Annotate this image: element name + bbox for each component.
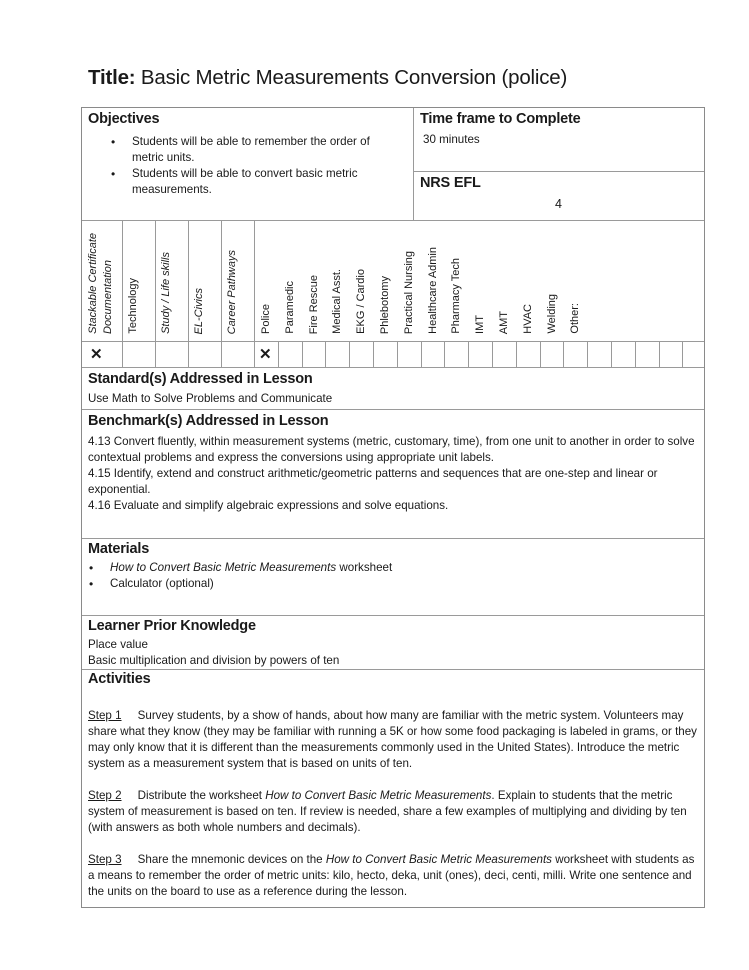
step-text: Distribute the worksheet xyxy=(137,789,266,802)
career-checkbox[interactable] xyxy=(278,342,302,367)
career-checkbox[interactable] xyxy=(302,342,326,367)
career-checkbox[interactable] xyxy=(254,342,278,367)
career-label: AMT xyxy=(498,310,510,334)
row-divider xyxy=(82,669,704,670)
objectives-list xyxy=(88,134,383,198)
row-divider xyxy=(82,409,704,410)
career-checkbox[interactable] xyxy=(325,342,349,367)
activities-steps xyxy=(88,708,698,916)
benchmarks-heading: Benchmark(s) Addressed in Lesson xyxy=(88,413,329,429)
step-label: Step 2 xyxy=(88,789,122,802)
career-label: Phlebotomy xyxy=(379,275,391,334)
benchmark-item: 4.16 Evaluate and simplify algebraic expressions and solve equations. xyxy=(88,499,449,512)
career-checkbox[interactable] xyxy=(468,342,492,367)
activity-step xyxy=(88,788,698,836)
category-label: Study / Life skills xyxy=(160,252,172,334)
step-text: How to Convert Basic Metric Measurements xyxy=(325,853,552,866)
category-check-row xyxy=(82,342,704,367)
step-text: How to Convert Basic Metric Measurements xyxy=(265,789,492,802)
career-label: Pharmacy Tech xyxy=(450,258,462,334)
timeframe-value: 30 minutes xyxy=(423,133,480,146)
column-divider xyxy=(188,221,189,342)
benchmarks-list xyxy=(88,434,698,514)
category-label: Career Pathways xyxy=(226,249,238,334)
standards-heading: Standard(s) Addressed in Lesson xyxy=(88,371,313,387)
nrs-divider xyxy=(413,171,704,172)
career-label: Welding xyxy=(546,294,558,334)
row-divider xyxy=(82,615,704,616)
career-label: EKG / Cardio xyxy=(355,269,367,334)
career-checkbox[interactable] xyxy=(611,342,635,367)
column-divider xyxy=(413,108,414,220)
career-label: HVAC xyxy=(522,304,534,334)
title-label: Title: xyxy=(88,66,136,89)
title-text: Basic Metric Measurements Conversion (police) xyxy=(140,66,568,89)
career-label: Healthcare Admin xyxy=(427,247,439,334)
column-divider xyxy=(122,221,123,342)
standards-text: Use Math to Solve Problems and Communicate xyxy=(88,392,333,405)
category-label: EL-Civics xyxy=(193,287,205,334)
category-checkbox[interactable] xyxy=(82,342,122,367)
career-label: Fire Rescue xyxy=(308,274,320,334)
career-checkbox[interactable] xyxy=(540,342,564,367)
career-checkbox[interactable] xyxy=(516,342,540,367)
career-checkbox[interactable] xyxy=(492,342,516,367)
career-label: Police xyxy=(260,304,272,334)
category-checkbox[interactable] xyxy=(155,342,188,367)
objective-item: • Students will be able to remember the order of metric units. xyxy=(88,134,383,166)
objectives-cell xyxy=(82,108,413,220)
category-label: Documentation xyxy=(102,260,114,334)
materials-list xyxy=(88,560,698,592)
objective-item: • Students will be able to convert basic metric measurements. xyxy=(88,166,383,198)
activity-step xyxy=(88,708,698,772)
materials-heading: Materials xyxy=(88,541,150,557)
column-divider xyxy=(155,221,156,342)
benchmark-item: 4.13 Convert fluently, within measurement systems (metric, customary, time), from one unit to another in order to solve contextual problems and express the conversions using appropriate unit labels. xyxy=(88,435,695,464)
prior-knowledge-item: Place value xyxy=(88,638,148,651)
prior-knowledge-heading: Learner Prior Knowledge xyxy=(88,618,256,634)
career-checkbox[interactable] xyxy=(349,342,373,367)
career-checkbox[interactable] xyxy=(421,342,445,367)
lesson-plan-table xyxy=(81,107,705,908)
column-divider xyxy=(254,221,255,342)
prior-knowledge-list xyxy=(88,637,698,669)
career-checkbox[interactable] xyxy=(373,342,397,367)
document-title xyxy=(88,66,567,90)
category-checkbox[interactable] xyxy=(122,342,155,367)
x-mark-icon: ✕ xyxy=(259,346,272,363)
objectives-heading: Objectives xyxy=(88,111,160,127)
career-label: Other: xyxy=(569,303,581,334)
career-checkbox[interactable] xyxy=(397,342,421,367)
category-label: Technology xyxy=(127,278,139,334)
career-label: IMT xyxy=(474,315,486,334)
x-mark-icon: ✕ xyxy=(90,346,103,363)
category-header-row xyxy=(82,221,704,342)
step-label: Step 3 xyxy=(88,853,122,866)
material-item: • How to Convert Basic Metric Measurements worksheet xyxy=(88,560,698,576)
career-label: Medical Asst. xyxy=(331,269,343,334)
prior-knowledge-item: Basic multiplication and division by powers of ten xyxy=(88,654,340,667)
category-label: Stackable Certificate xyxy=(87,233,99,334)
row-divider xyxy=(82,538,704,539)
material-item: • Calculator (optional) xyxy=(88,576,698,592)
row-divider xyxy=(82,367,704,368)
step-text: . Explain to students that the metric system of measurement is based on ten. If review is needed, share a few examples of multiplying and dividing by ten (with answers as both whole numbers and decimals). xyxy=(88,789,687,834)
step-text: Share the mnemonic devices on the xyxy=(137,853,326,866)
activity-step xyxy=(88,852,698,900)
step-text: worksheet with students as a means to remember the order of metric units: kilo, hecto, deka, unit (ones), deci, centi, milli. Write one sentence and the units on the board to use as a reference during the lesson. xyxy=(88,853,695,898)
career-checkbox[interactable] xyxy=(444,342,468,367)
career-checkbox[interactable] xyxy=(635,342,659,367)
benchmark-item: 4.15 Identify, extend and construct arithmetic/geometric patterns and sequences that are one-step and linear or exponential. xyxy=(88,467,658,496)
step-label: Step 1 xyxy=(88,709,122,722)
career-checkbox[interactable] xyxy=(682,342,706,367)
career-checkbox[interactable] xyxy=(563,342,587,367)
nrs-heading: NRS EFL xyxy=(420,175,481,191)
nrs-value: 4 xyxy=(555,197,562,211)
step-text: Survey students, by a show of hands, about how many are familiar with the metric system. Volunteers may share what they know (they may be familiar with running a 5K or how some food packaging is labeled in grams, or they may only know that it is different than the measurements commonly used in the United States). Introduce the metric system as a measurement system that is based on units of ten. xyxy=(88,709,697,770)
column-divider xyxy=(221,221,222,342)
career-checkbox[interactable] xyxy=(659,342,683,367)
career-label: Paramedic xyxy=(284,281,296,334)
category-checkbox[interactable] xyxy=(188,342,221,367)
category-checkbox[interactable] xyxy=(221,342,254,367)
career-checkbox[interactable] xyxy=(587,342,611,367)
timeframe-heading: Time frame to Complete xyxy=(420,111,581,127)
activities-heading: Activities xyxy=(88,671,151,687)
career-label: Practical Nursing xyxy=(403,250,415,334)
